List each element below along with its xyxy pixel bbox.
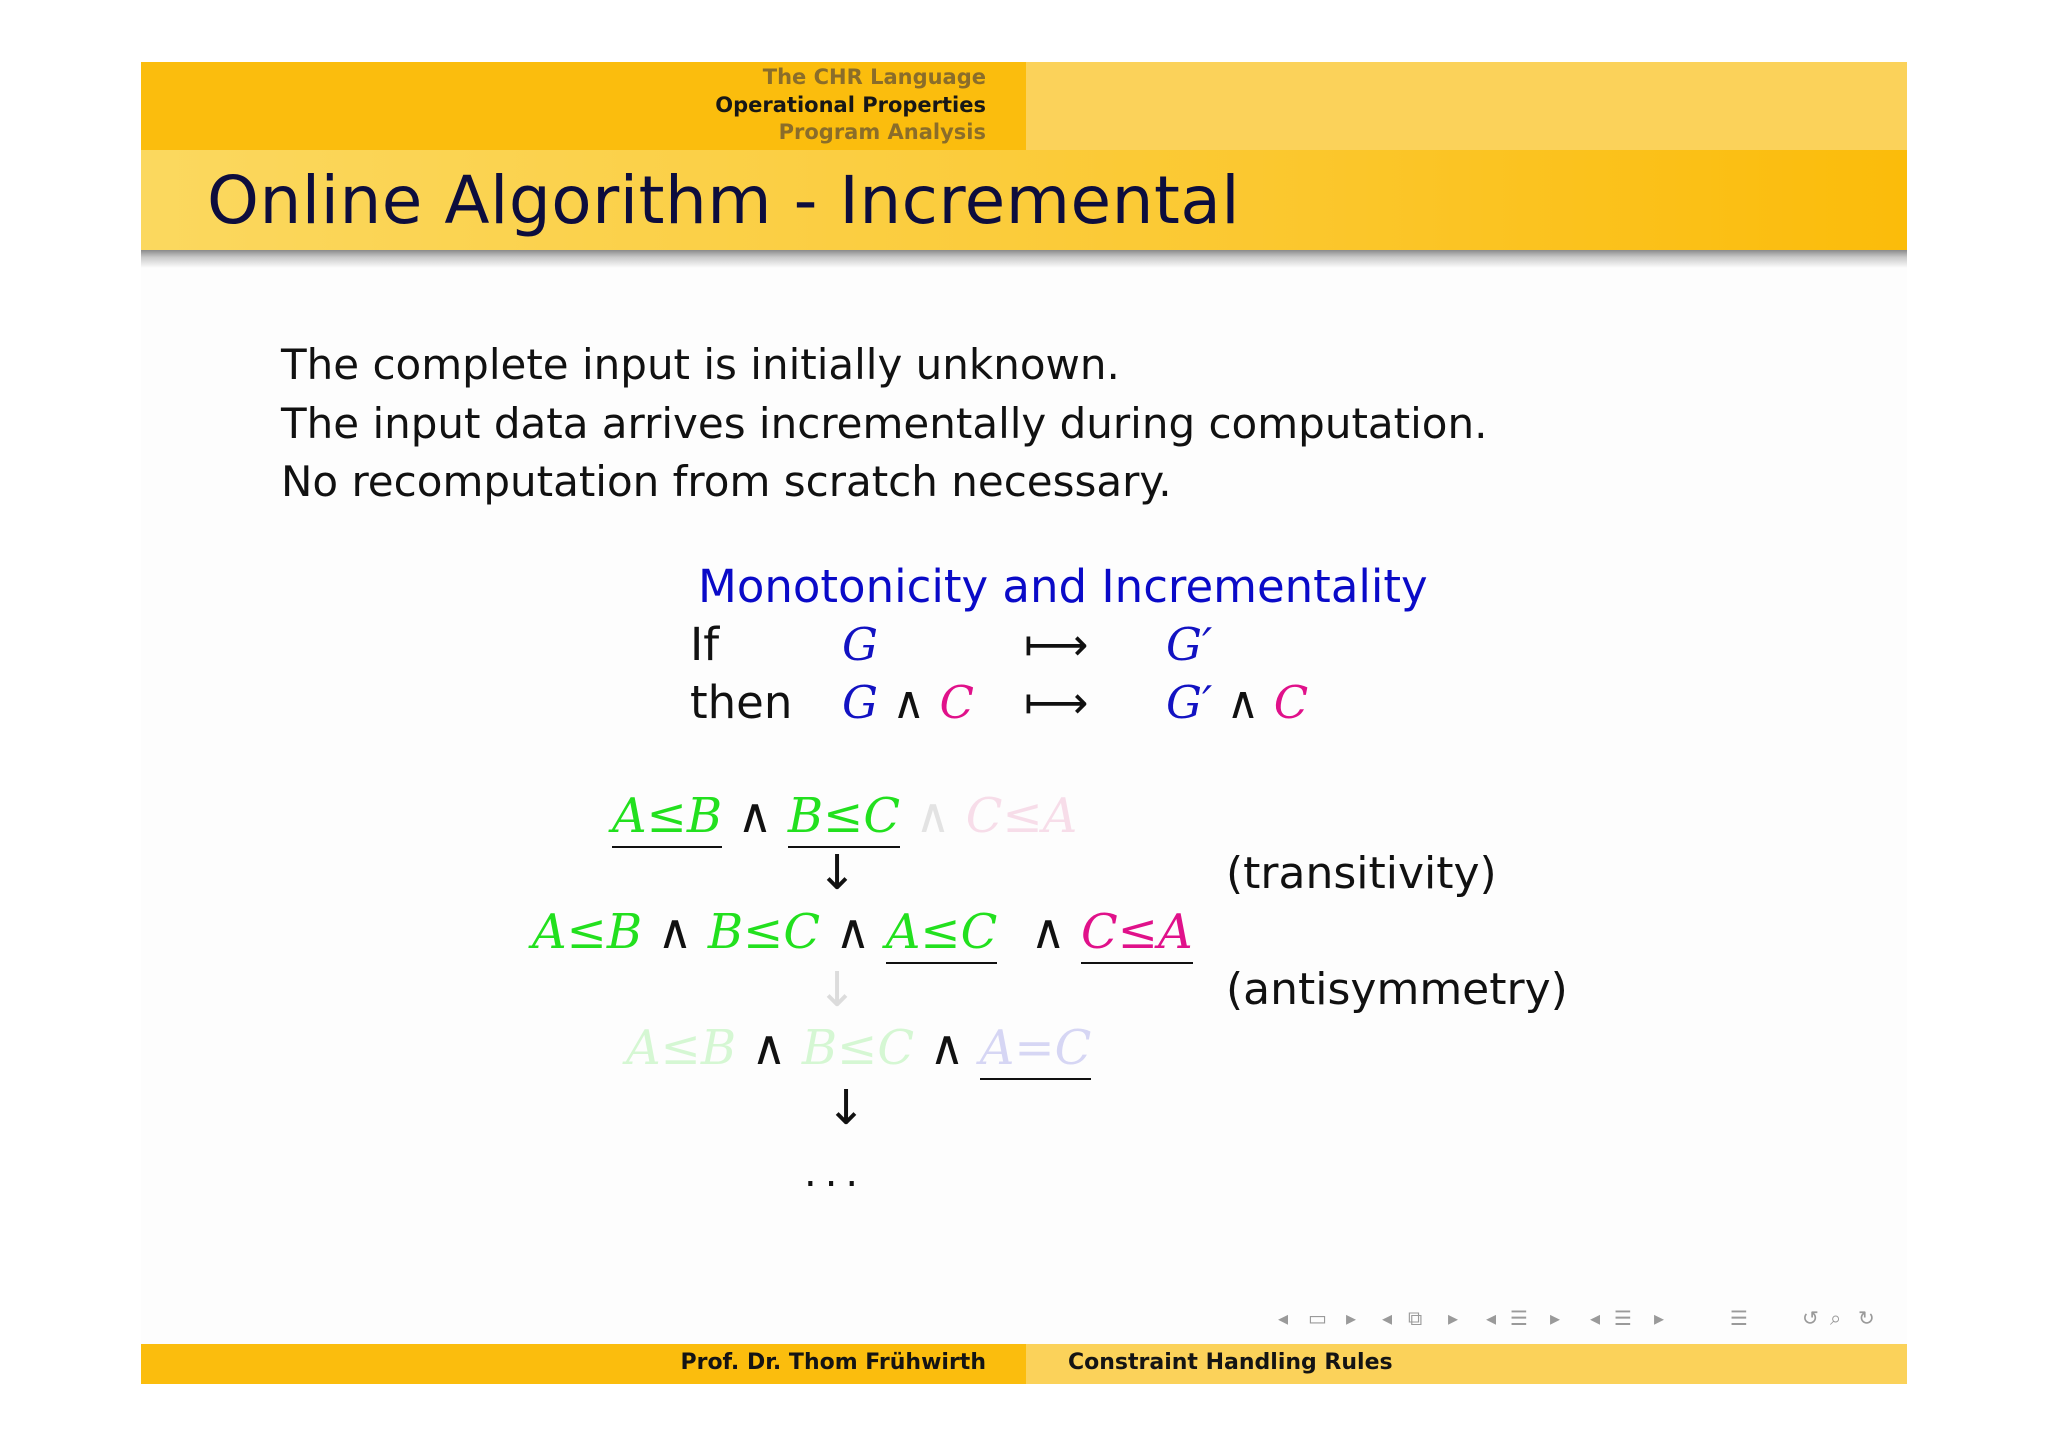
intro-line-3: No recomputation from scratch necessary. [281, 457, 1172, 506]
header-right [1026, 62, 1907, 150]
intro-line-2: The input data arrives incrementally during computation. [281, 398, 1488, 448]
line3-term-a-eq-c: A=C [980, 1020, 1092, 1080]
line2-and-1: ∧ [657, 904, 693, 960]
label-antisymmetry: (antisymmetry) [1226, 964, 1568, 1015]
nav-section-program-analysis[interactable]: Program Analysis [778, 120, 986, 144]
line2-and-3: ∧ [1030, 904, 1066, 960]
nav-section-operational-properties[interactable]: Operational Properties [715, 92, 986, 117]
title-shadow [141, 250, 1907, 268]
mono-if-kw: If [690, 618, 720, 671]
nav-frame-next-icon[interactable]: ▸ [1346, 1306, 1357, 1330]
mono-then-rhs-c: C [1273, 676, 1309, 729]
line1-term-a-le-b: A≤B [612, 788, 722, 848]
slide-title: Online Algorithm - Incremental [207, 162, 1241, 239]
nav-subsection-next-icon[interactable]: ▸ [1448, 1306, 1459, 1330]
monotonicity-heading: Monotonicity and Incrementality [698, 560, 1428, 613]
label-transitivity: (transitivity) [1226, 848, 1497, 899]
mono-if-rhs: G′ [1166, 618, 1213, 671]
footer-course: Constraint Handling Rules [1068, 1350, 1393, 1375]
footer-left [141, 1344, 1026, 1384]
nav-subsection-icon[interactable]: ⧉ [1408, 1306, 1423, 1330]
header-nav [141, 62, 1026, 150]
nav-frame-icon[interactable]: ▭ [1308, 1306, 1327, 1330]
line2-term-a-le-b: A≤B [532, 904, 643, 960]
footer-author: Prof. Dr. Thom Frühwirth [680, 1350, 986, 1375]
derivation-line-3 [626, 1020, 1091, 1076]
nav-section-prev-icon[interactable]: ◂ [1486, 1306, 1497, 1330]
nav-section-icon[interactable]: ☰ [1510, 1306, 1528, 1330]
line3-and-1: ∧ [751, 1020, 787, 1076]
nav-forward-icon[interactable]: ↻ [1858, 1306, 1875, 1330]
mono-then-lhs-g: G [842, 676, 878, 729]
mono-then-lhs [842, 676, 974, 729]
derivation-line-2 [532, 904, 1193, 960]
mono-then-lhs-and: ∧ [892, 676, 926, 729]
nav-section-chr-language[interactable]: The CHR Language [762, 65, 986, 89]
intro-text [281, 336, 1487, 512]
line3-term-b-le-c: B≤C [801, 1020, 915, 1076]
nav-frame-prev-icon[interactable]: ◂ [1278, 1306, 1289, 1330]
nav-section-next-icon[interactable]: ▸ [1550, 1306, 1561, 1330]
mono-then-rhs-g: G′ [1166, 676, 1213, 729]
mono-if-lhs: G [842, 618, 878, 671]
nav-part-next-icon[interactable]: ▸ [1654, 1306, 1665, 1330]
mono-then-arrow: ⟼ [1024, 676, 1089, 729]
nav-back-icon[interactable]: ↺ [1802, 1306, 1819, 1330]
nav-part-prev-icon[interactable]: ◂ [1590, 1306, 1601, 1330]
footer-right [1026, 1344, 1907, 1384]
line3-and-2: ∧ [929, 1020, 965, 1076]
mono-then-kw: then [690, 676, 793, 729]
intro-line-1: The complete input is initially unknown. [281, 340, 1120, 389]
derivation-arrow-3: ↓ [826, 1080, 867, 1136]
nav-subsection-prev-icon[interactable]: ◂ [1382, 1306, 1393, 1330]
line1-term-c-le-a: C≤A [965, 788, 1078, 844]
nav-toc-icon[interactable]: ☰ [1730, 1306, 1748, 1330]
mono-then-rhs-and: ∧ [1226, 676, 1260, 729]
line2-term-a-le-c: A≤C [886, 904, 998, 964]
derivation-arrow-1: ↓ [817, 845, 858, 901]
derivation-ellipsis: ... [804, 1150, 867, 1196]
mono-then-rhs [1166, 676, 1308, 729]
nav-search-icon[interactable]: ⌕ [1830, 1306, 1842, 1330]
mono-if-arrow: ⟼ [1024, 618, 1089, 671]
line3-term-a-le-b: A≤B [626, 1020, 737, 1076]
line1-and-2: ∧ [915, 788, 951, 844]
mono-then-lhs-c: C [939, 676, 974, 729]
derivation-line-1 [612, 788, 1077, 844]
line1-term-b-le-c: B≤C [788, 788, 900, 848]
nav-part-icon[interactable]: ☰ [1614, 1306, 1632, 1330]
line1-and-1: ∧ [737, 788, 773, 844]
line2-term-b-le-c: B≤C [707, 904, 821, 960]
navigation-bar [1270, 1306, 1910, 1332]
line2-term-c-le-a: C≤A [1081, 904, 1193, 964]
derivation-arrow-2: ↓ [817, 962, 858, 1018]
line2-and-2: ∧ [835, 904, 871, 960]
